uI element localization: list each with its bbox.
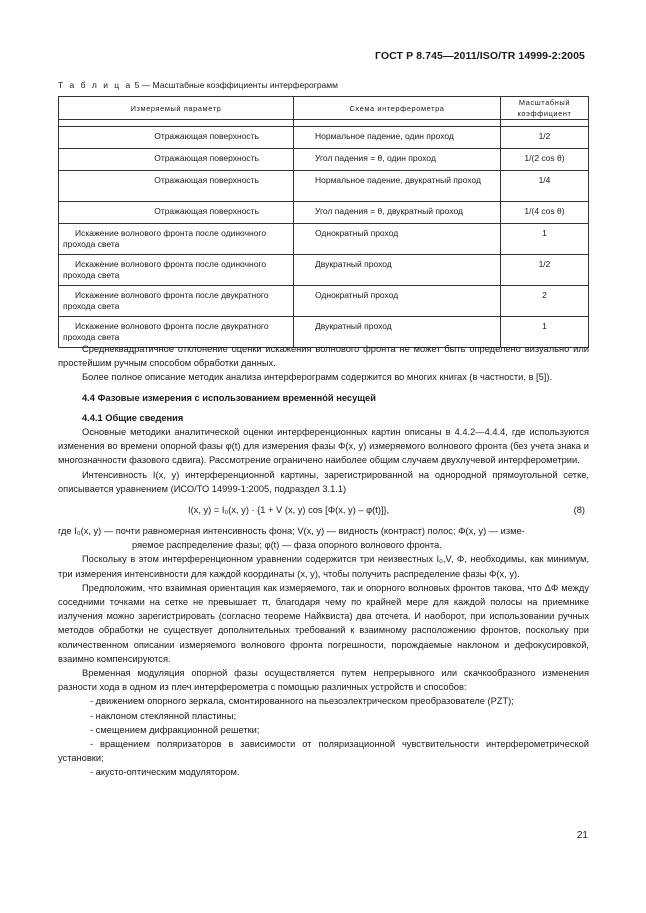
section-heading: 4.4 Фазовые измерения с использованием временно́й несущей	[82, 392, 376, 403]
cell-parameter: Искажение волнового фронта после одиночного прохода света	[59, 224, 294, 255]
paragraph: Интенсивность I(x, y) интерференционной картины, зарегистрированной на однородной прямоугольной сетке, описывается уравнением (ИСО/ТО 14999-1:2005, подраздел 3.1.1)	[58, 469, 589, 494]
list-item: - смещением дифракционной решетки;	[90, 724, 260, 735]
cell-scheme: Угол падения = θ, двукратный проход	[294, 202, 501, 224]
paragraph: Поскольку в этом интерференционном уравнении содержится три неизвестных I₀,V, Φ, необходимы, как минимум, три измерения интенсивности для каждой координаты (x, y), чтобы получить распределение фазы Φ(x, y).	[58, 554, 589, 579]
subsection-heading: 4.4.1 Общие сведения	[82, 412, 184, 423]
list-item: - наклоном стеклянной пластины;	[90, 710, 237, 721]
equation-legend-line: где I₀(x, y) — почти равномерная интенсивность фона; V(x, y) — видность (контраст) полос; Φ(x, y) — изме-	[58, 526, 525, 537]
page-number: 21	[576, 830, 588, 841]
paragraph: Основные методики аналитической оценки интерференционных картин описаны в 4.4.2—4.4.4, где используются изменения во времени опорной фазы φ(t) для измерения фазы Φ(x, y) измеряемого волнового фронта (без учета знака и многозначности фазового сдвига). Рассмотрение ограничено наиболее общим случаем двухлучевой интерферометрии.	[58, 427, 589, 466]
cell-parameter: Отражающая поверхность	[59, 171, 294, 202]
cell-scheme: Нормальное падение, один проход	[294, 127, 501, 149]
cell-coefficient: 1/2	[501, 255, 589, 286]
cell-coefficient: 1/4	[501, 171, 589, 202]
scale-coefficients-table	[58, 96, 589, 348]
table-row	[59, 171, 589, 202]
cell-coefficient: 2	[501, 286, 589, 317]
list-item: - вращением поляризаторов в зависимости от поляризационной чувствительности интерферометрической установки;	[58, 739, 589, 764]
cell-scheme: Однократный проход	[294, 224, 501, 255]
equation-number: (8)	[573, 505, 585, 516]
paragraph: Временная модуляция опорной фазы осуществляется путем непрерывного или скачкообразного изменения разности хода в одном из плеч интерферометра с помощью различных устройств и способов:	[58, 668, 589, 693]
list-item: - движением опорного зеркала, смонтированного на пьезоэлектрическом преобразователе (PZT);	[90, 696, 514, 707]
paragraph: Предположим, что взаимная ориентация как измеряемого, так и опорного волновых фронтов такова, что ΔΦ между соседними точками на сетке не превышает π, благодаря чему по крайней мере для каждой полосы на приемнике излучения можно зарегистрировать (согласно теореме Найквиста) два отсчета. И наоборот, при использовании ручных методов обработки не существует дополнительных требований к взаимному расположению фронтов, поскольку при количественном описании измеряемого волнового фронта погрешности, порождаемые наклоном и дефокусировкой, взаимно компенсируются.	[58, 582, 589, 664]
table-caption-label: Т а б л и ц а	[58, 80, 133, 90]
table-caption	[58, 80, 338, 90]
cell-coefficient: 1/(4 cos θ)	[501, 202, 589, 224]
cell-scheme: Двукратный проход	[294, 317, 501, 348]
column-header-coefficient: Масштабный коэффициент	[501, 97, 589, 120]
table-row	[59, 224, 589, 255]
cell-scheme: Однократный проход	[294, 286, 501, 317]
table-row	[59, 149, 589, 171]
equation	[58, 498, 589, 524]
table-header-row	[59, 97, 589, 120]
cell-parameter: Отражающая поверхность	[59, 149, 294, 171]
cell-scheme: Нормальное падение, двукратный проход	[294, 171, 501, 202]
column-header-scheme: Схема интерферометра	[294, 97, 501, 120]
cell-scheme: Двукратный проход	[294, 255, 501, 286]
paragraph: Более полное описание методик анализа интерферограмм содержится во многих книгах (в частности, в [5]).	[82, 372, 553, 383]
cell-parameter: Искажение волнового фронта после двукратного прохода света	[59, 286, 294, 317]
table-row	[59, 127, 589, 149]
cell-coefficient: 1	[501, 317, 589, 348]
equation-expression: I(x, y) = I₀(x, y) · {1 + V (x, y) cos [Φ(x, y) – φ(t)]},	[188, 505, 390, 516]
table-row	[59, 255, 589, 286]
column-header-parameter: Измеряемый параметр	[59, 97, 294, 120]
paragraph: Среднеквадратичное отклонение оценки искажения волнового фронта не может быть определено визуально или простейшим ручным способом обработки данных.	[58, 344, 589, 369]
table-row	[59, 202, 589, 224]
cell-parameter: Отражающая поверхность	[59, 202, 294, 224]
table-caption-text: 5 — Масштабные коэффициенты интерферограмм	[134, 80, 338, 90]
cell-coefficient: 1/2	[501, 127, 589, 149]
cell-parameter: Искажение волнового фронта после двукратного прохода света	[59, 317, 294, 348]
standard-header: ГОСТ Р 8.745—2011/ISO/TR 14999-2:2005	[374, 50, 585, 62]
equation-legend	[58, 524, 589, 552]
cell-parameter: Искажение волнового фронта после одиночного прохода света	[59, 255, 294, 286]
equation-legend-line: ряемое распределение фазы; φ(t) — фаза опорного волнового фронта.	[132, 540, 442, 551]
cell-coefficient: 1	[501, 224, 589, 255]
table-row	[59, 286, 589, 317]
cell-parameter: Отражающая поверхность	[59, 127, 294, 149]
body-text	[58, 342, 589, 780]
table-separator-row	[59, 120, 589, 127]
cell-coefficient: 1/(2 cos θ)	[501, 149, 589, 171]
cell-scheme: Угол падения = θ, один проход	[294, 149, 501, 171]
list-item: - акусто-оптическим модулятором.	[90, 767, 240, 778]
